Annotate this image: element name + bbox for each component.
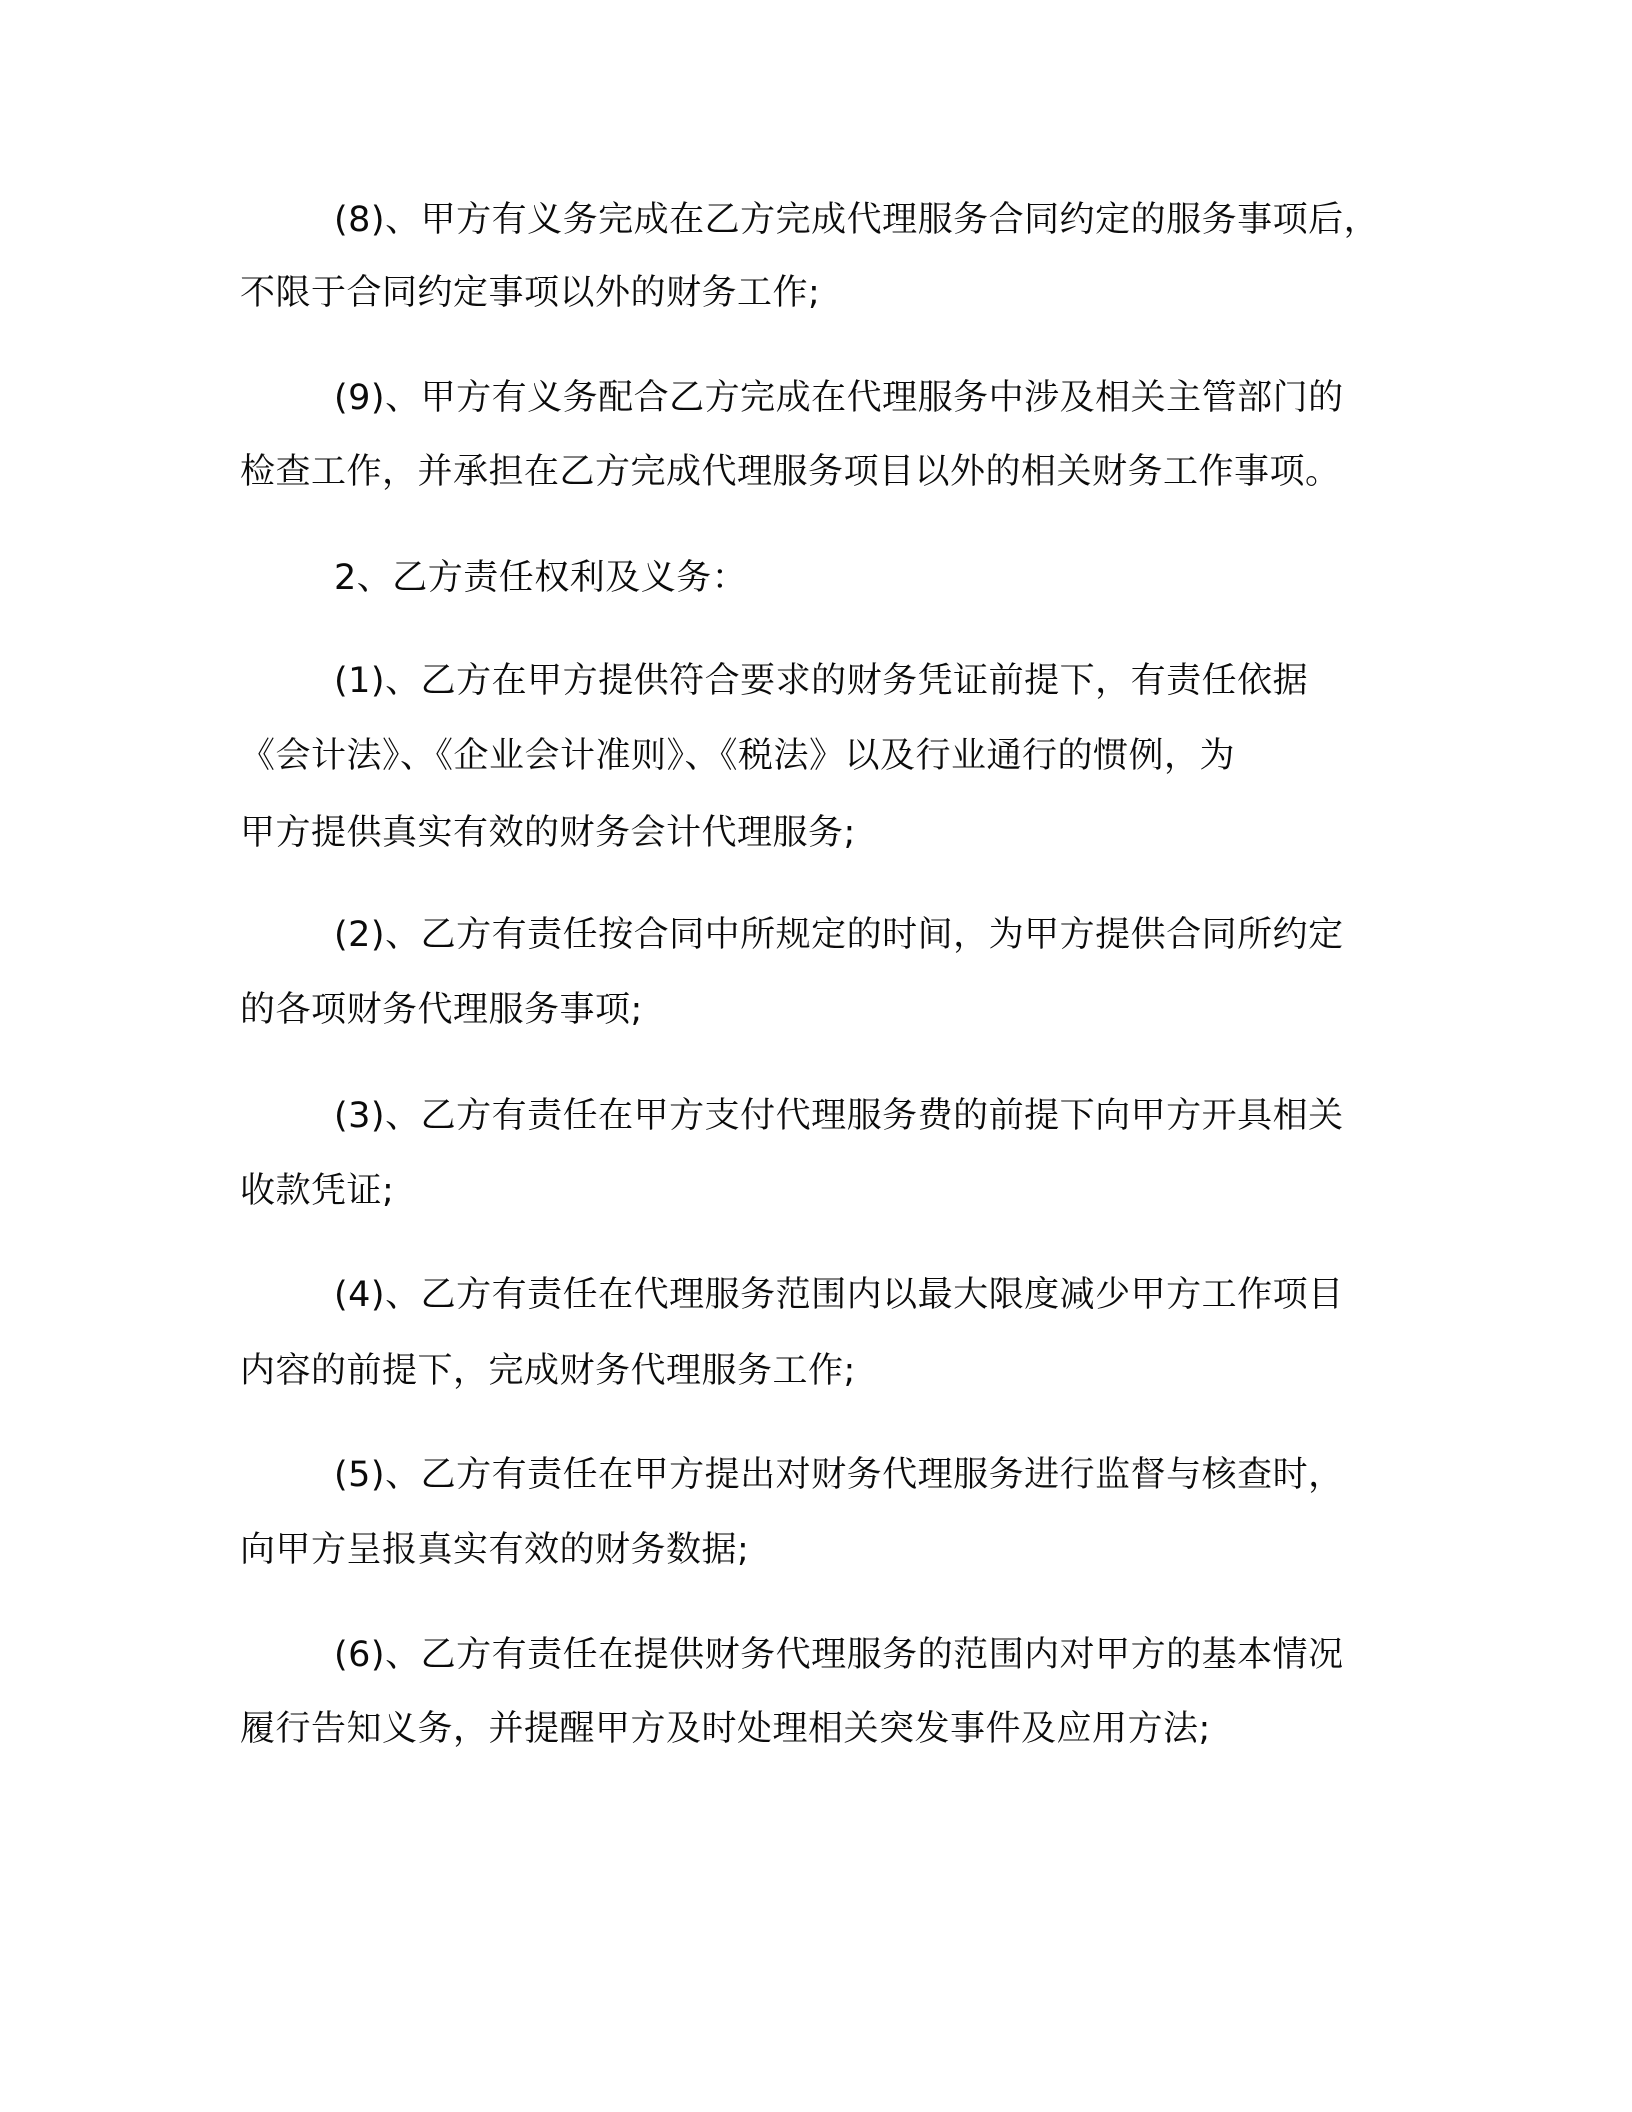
item-3-line-2: 收款凭证; xyxy=(240,1171,395,1211)
paragraph-8-line-1: (8)、甲方有义务完成在乙方完成代理服务合同约定的服务事项后， xyxy=(334,200,1380,240)
item-1-line-1: (1)、乙方在甲方提供符合要求的财务凭证前提下，有责任依据 xyxy=(334,661,1309,701)
paragraph-8-line-2: 不限于合同约定事项以外的财务工作; xyxy=(240,273,821,313)
item-3-line-1: (3)、乙方有责任在甲方支付代理服务费的前提下向甲方开具相关 xyxy=(334,1096,1344,1136)
item-2-line-2: 的各项财务代理服务事项; xyxy=(240,990,643,1030)
paragraph-9-line-1: (9)、甲方有义务配合乙方完成在代理服务中涉及相关主管部门的 xyxy=(334,378,1344,418)
section-heading-2: 2、乙方责任权利及义务： xyxy=(334,558,748,598)
item-1-line-3: 甲方提供真实有效的财务会计代理服务; xyxy=(240,813,856,853)
item-2-line-1: (2)、乙方有责任按合同中所规定的时间，为甲方提供合同所约定 xyxy=(334,915,1344,955)
item-6-line-2: 履行告知义务，并提醒甲方及时处理相关突发事件及应用方法; xyxy=(240,1709,1211,1749)
paragraph-9-line-2: 检查工作，并承担在乙方完成代理服务项目以外的相关财务工作事项。 xyxy=(240,452,1341,492)
item-6-line-1: (6)、乙方有责任在提供财务代理服务的范围内对甲方的基本情况 xyxy=(334,1635,1344,1675)
item-5-line-1: (5)、乙方有责任在甲方提出对财务代理服务进行监督与核查时， xyxy=(334,1455,1344,1495)
item-1-line-2: 《会计法》、《企业会计准则》、《税法》以及行业通行的惯例，为 xyxy=(240,736,1236,776)
item-5-line-2: 向甲方呈报真实有效的财务数据; xyxy=(240,1530,750,1570)
item-4-line-1: (4)、乙方有责任在代理服务范围内以最大限度减少甲方工作项目 xyxy=(334,1275,1344,1315)
item-4-line-2: 内容的前提下，完成财务代理服务工作; xyxy=(240,1351,856,1391)
